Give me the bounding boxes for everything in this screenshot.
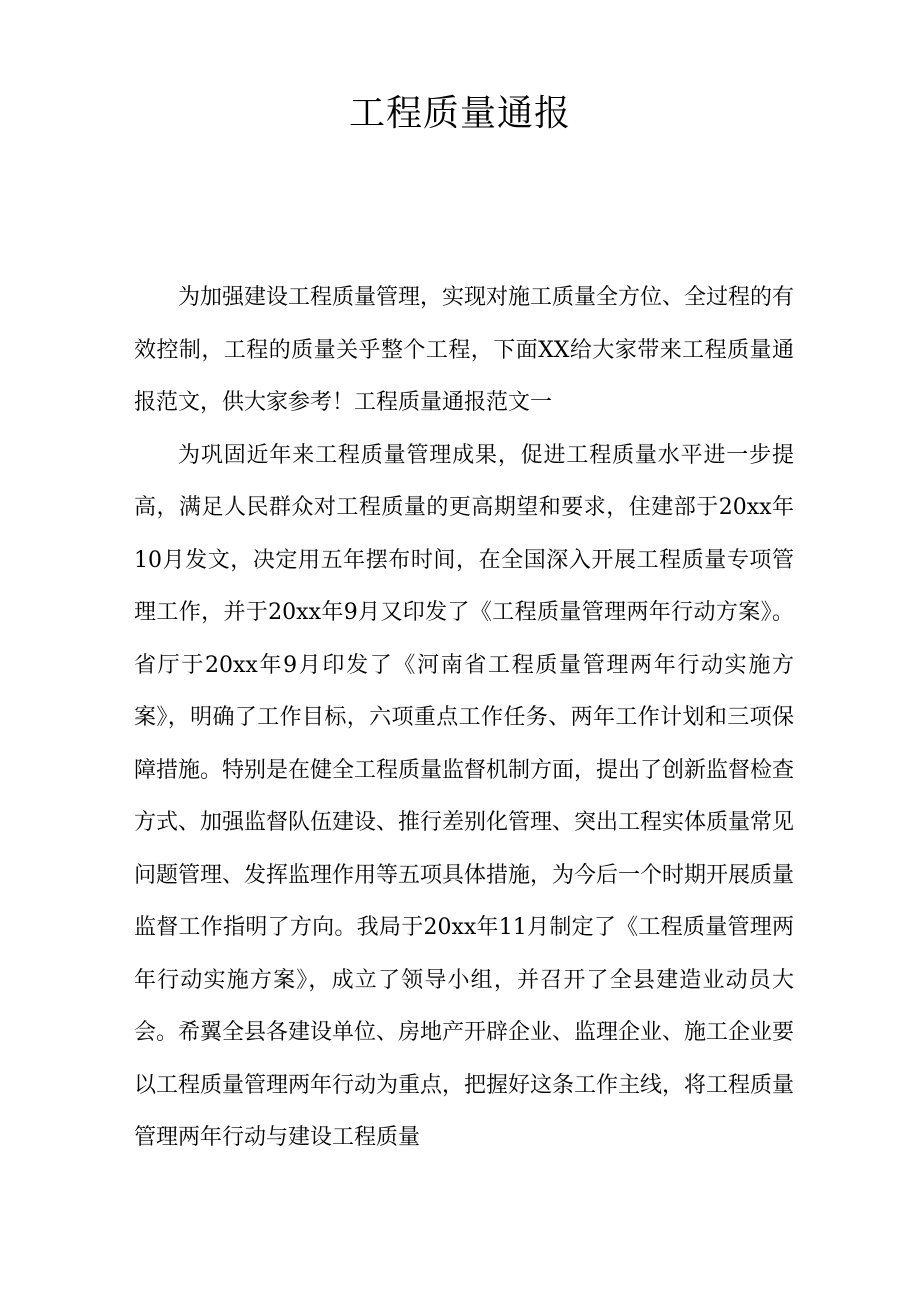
paragraph-main: 为巩固近年来工程质量管理成果，促进工程质量水平进一步提高，满足人民群众对工程质量的更高期望和要求，住建部于20xx年10月发文，决定用五年摆布时间，在全国深入开展工程质量专项管理工作，并于20xx年9月又印发了《工程质量管理两年行动方案》。省厅于20xx年9月印发了《河南省工程质量管理两年行动实施方案》，明确了工作目标，六项重点工作任务、两年工作计划和三项保障措施。特别是在健全工程质量监督机制方面，提出了创新监督检查方式、加强监督队伍建设、推行差别化管理、突出工程实体质量常见问题管理、发挥监理作用等五项具体措施，为今后一个时期开展质量监督工作指明了方向。我局于20xx年11月制定了《工程质量管理两年行动实施方案》，成立了领导小组，并召开了全县建造业动员大会。希翼全县各建设单位、房地产开辟企业、监理企业、施工企业要以工程质量管理两年行动为重点，把握好这条工作主线，将工程质量管理两年行动与建设工程质量	[134, 442, 795, 1150]
paragraph-intro: 为加强建设工程质量管理，实现对施工质量全方位、全过程的有效控制，工程的质量关乎整个工程，下面XX给大家带来工程质量通报范文，供大家参考！工程质量通报范文一	[134, 285, 795, 415]
document-body	[134, 272, 794, 1165]
document-title: 工程质量通报	[348, 93, 571, 134]
